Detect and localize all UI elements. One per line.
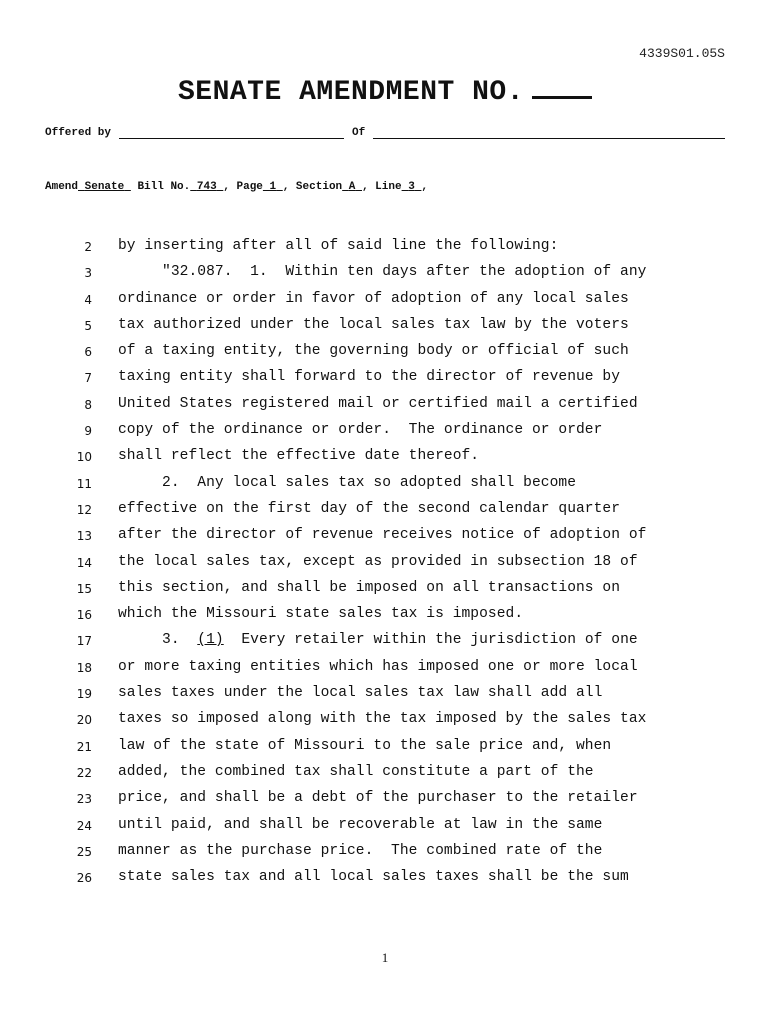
line-number: 24 [76,818,92,833]
offered-by-blank [119,126,344,139]
line-text: tax authorized under the local sales tax law by the voters [118,316,629,333]
text-line [0,838,770,864]
text-line [0,549,770,575]
page-title [0,76,770,108]
line-number: 18 [76,660,92,675]
text-line [0,496,770,522]
text-line [0,391,770,417]
line-number: 25 [76,844,92,859]
line-text: taxing entity shall forward to the director of revenue by [118,369,621,386]
text-line [0,785,770,811]
line-number: 12 [76,502,92,517]
text-line [0,522,770,548]
line-text: ordinance or order in favor of adoption of any local sales [118,290,629,307]
bill-number: 743 [196,181,217,193]
offered-by-label: Offered by [45,127,112,139]
line-text: added, the combined tax shall constitute a part of the [118,763,594,780]
line-number: 22 [76,765,92,780]
of-label: Of [352,127,366,139]
text-line [0,601,770,627]
line-text: United States registered mail or certified mail a certified [118,395,638,412]
line-text: after the director of revenue receives notice of adoption of [118,527,647,544]
text-line [0,654,770,680]
line-text [118,632,638,648]
amend-line [45,181,428,193]
amendment-body [0,233,770,890]
line-number: 6 [84,345,92,360]
line-label: , Line [361,181,402,193]
line-text: 2. Any local sales tax so adopted shall become [118,474,576,491]
line-number: 8 [84,397,92,412]
line-text-rest: Every retailer within the jurisdiction of one [223,632,638,649]
line-text: price, and shall be a debt of the purchaser to the retailer [118,790,638,807]
section-label: , Section [282,181,343,193]
line-number: 9 [84,424,92,439]
line-text-prefix: 3. [118,632,198,649]
line-number: 13 [76,529,92,544]
amend-label: Amend [45,181,79,193]
amendment-number-blank [532,76,592,99]
line-text: manner as the purchase price. The combined rate of the [118,842,603,859]
line-number: 15 [76,581,92,596]
line-text: taxes so imposed along with the tax imposed by the sales tax [118,711,647,728]
line-number: 10 [76,450,92,465]
bill-label: Bill No. [137,181,191,193]
page-number: 1 [381,950,389,965]
line-text: shall reflect the effective date thereof. [118,448,480,465]
line-text: "32.087. 1. Within ten days after the adoption of any [118,264,647,281]
line-number: 3 [84,266,92,281]
text-line [0,575,770,601]
text-line [0,312,770,338]
text-line [0,706,770,732]
line-text: state sales tax and all local sales taxes shall be the sum [118,869,629,886]
line-number: 21 [76,739,92,754]
line-number: 23 [76,792,92,807]
line-number: 11 [76,476,92,491]
line-number: 17 [76,634,92,649]
line-text: by inserting after all of said line the following: [118,238,559,254]
text-line [0,759,770,785]
text-line [0,338,770,364]
line-text: effective on the first day of the second calendar quarter [118,500,621,517]
line-number: 5 [84,318,92,333]
section-ref: A [348,181,356,193]
document-id: 4339S01.05S [639,46,725,61]
text-line [0,233,770,259]
line-number: 26 [76,871,92,886]
line-text: this section, and shall be imposed on all transactions on [118,579,621,596]
text-line [0,680,770,706]
text-line [0,470,770,496]
line-text: until paid, and shall be recoverable at law in the same [118,816,603,833]
line-text: which the Missouri state sales tax is imposed. [118,606,524,623]
title-text: SENATE AMENDMENT NO. [177,77,525,108]
line-number: 16 [76,608,92,623]
line-number: 2 [84,240,92,254]
line-number: 4 [84,292,92,307]
text-line [0,864,770,890]
of-blank [373,126,725,139]
text-line [0,627,770,653]
chamber: Senate [84,181,125,193]
page-ref: 1 [269,181,277,193]
amend-trailing: , [421,181,429,193]
line-text: the local sales tax, except as provided in subsection 18 of [118,553,638,570]
line-text: law of the state of Missouri to the sale price and, when [118,737,612,754]
line-text: sales taxes under the local sales tax law shall add all [118,685,603,702]
text-line [0,733,770,759]
page-label: , Page [223,181,263,193]
text-line [0,417,770,443]
line-number: 7 [84,371,92,386]
line-text: copy of the ordinance or order. The ordinance or order [118,422,603,439]
line-number: 19 [76,687,92,702]
text-line [0,259,770,285]
line-text: of a taxing entity, the governing body or official of such [118,343,629,360]
line-ref: 3 [408,181,415,193]
line-number: 14 [76,555,92,570]
text-line [0,443,770,469]
line-number: 20 [76,713,92,728]
underlined-subsection: (1) [197,632,224,649]
text-line [0,286,770,312]
line-text: or more taxing entities which has imposed one or more local [118,658,638,675]
offered-by-row [45,126,725,139]
text-line [0,364,770,390]
text-line [0,812,770,838]
